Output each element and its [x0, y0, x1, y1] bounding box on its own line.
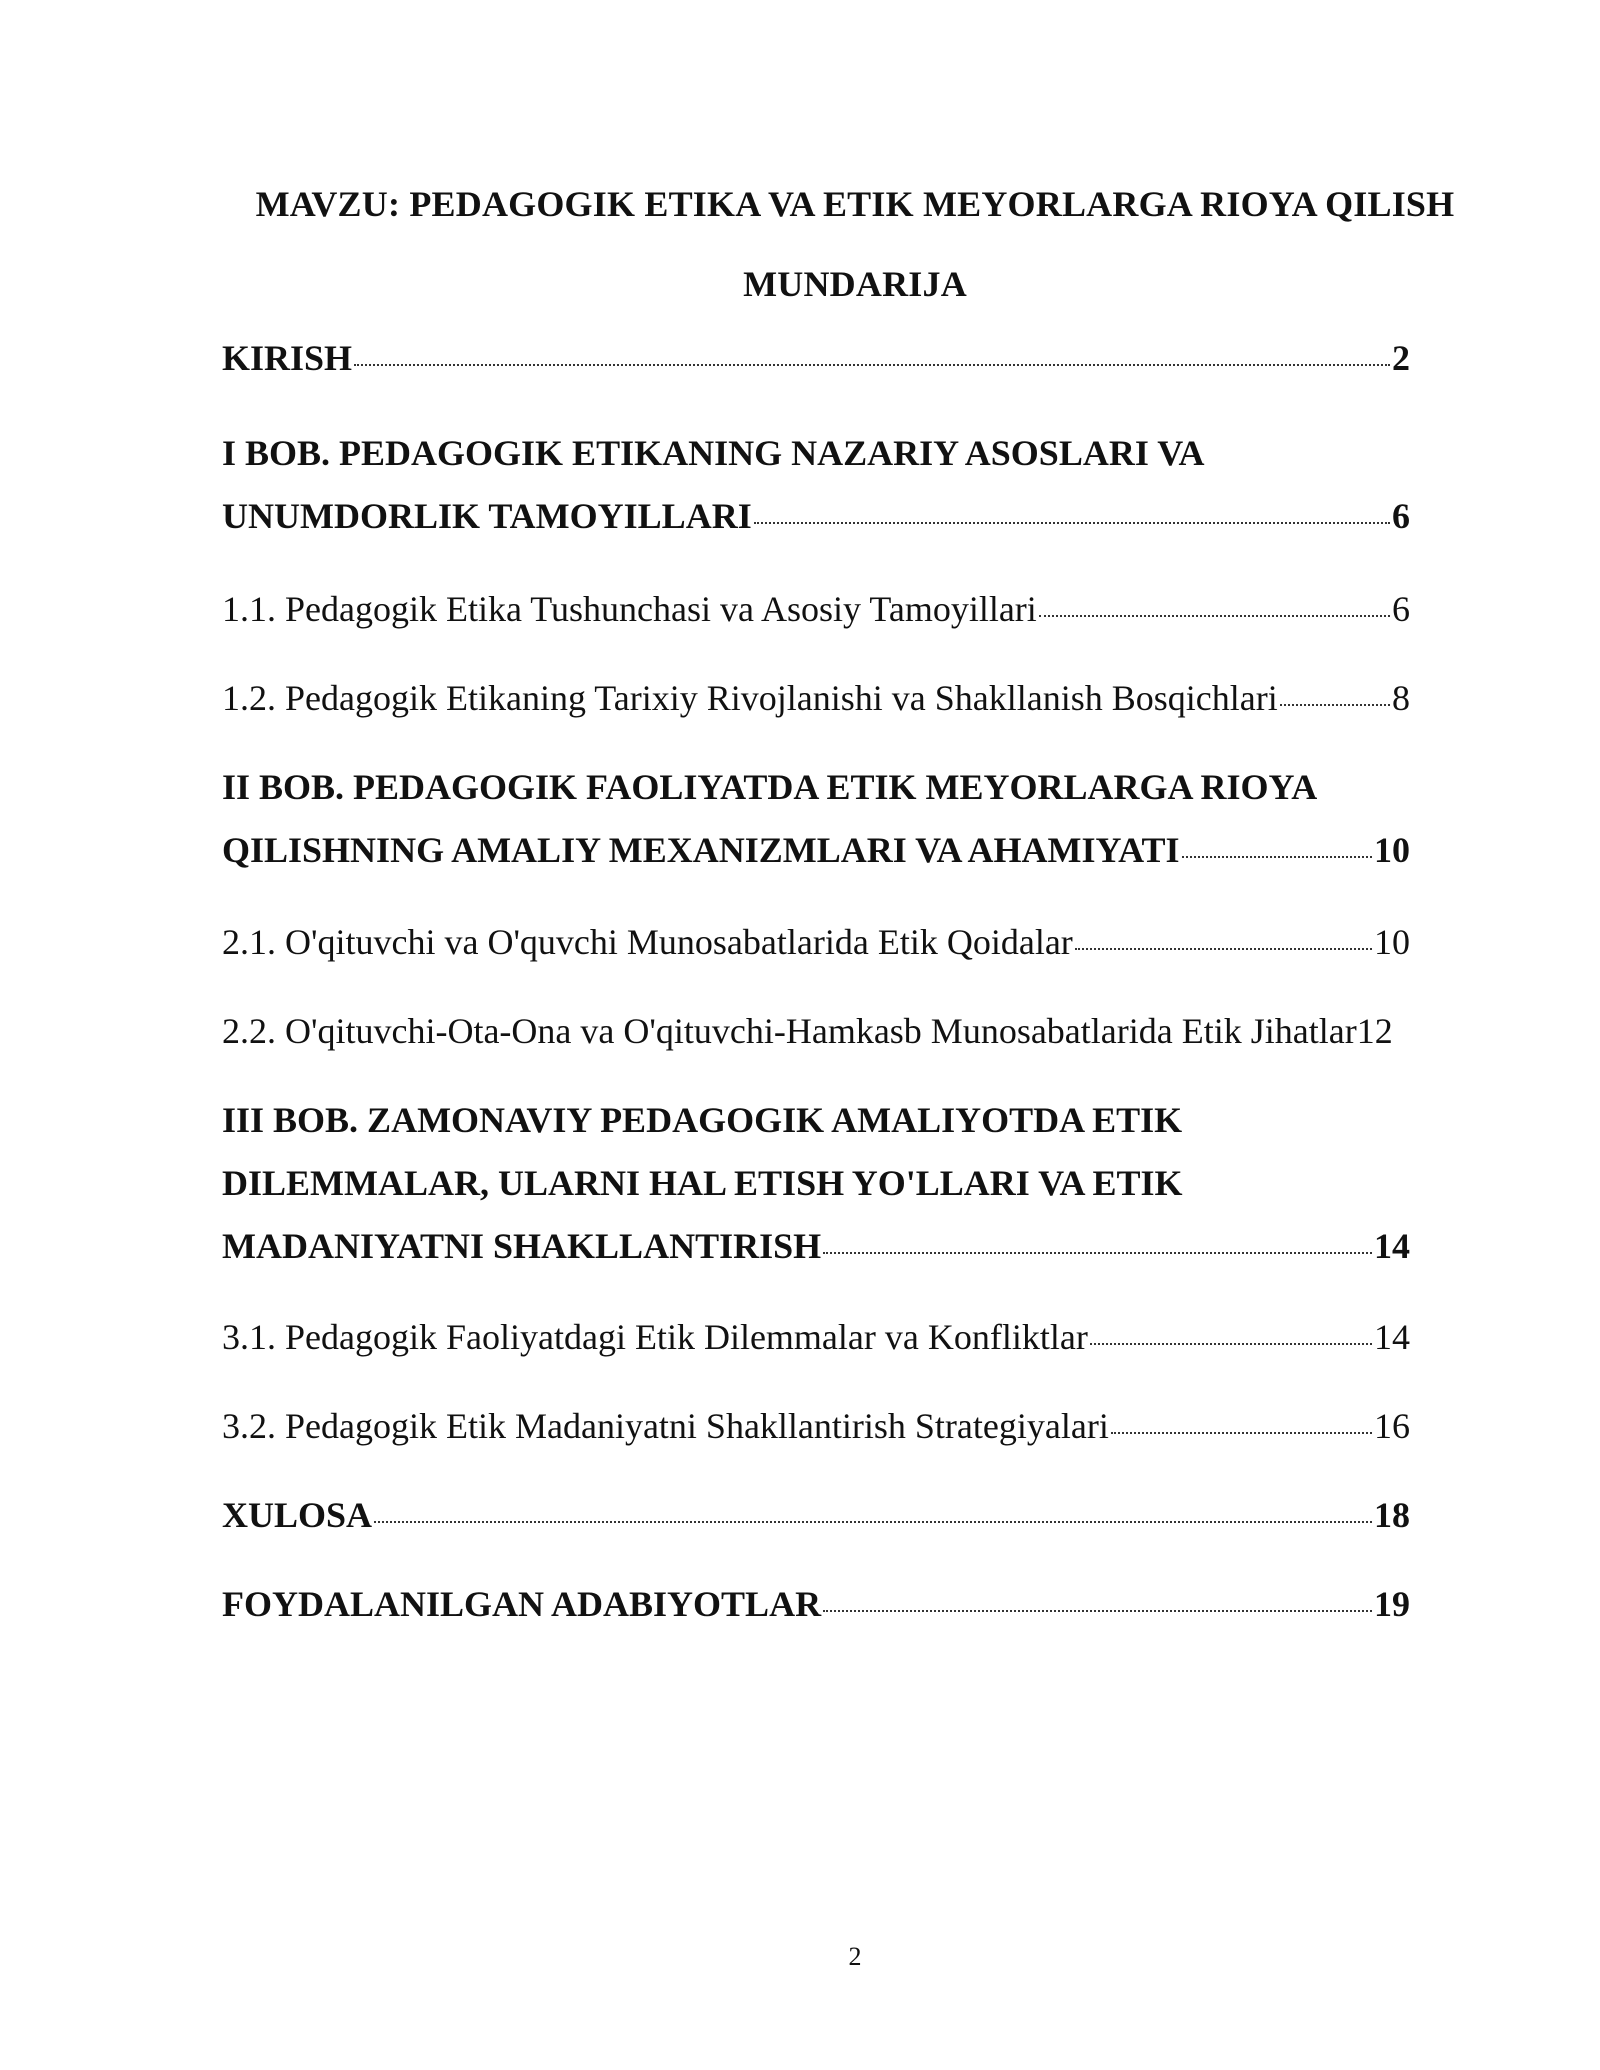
toc-entry-section-1-2[interactable]	[222, 667, 1410, 730]
toc-page-number: 12	[1356, 1011, 1393, 1051]
toc-entry-title: XULOSA	[222, 1495, 373, 1535]
toc-page-number: 10	[1374, 830, 1410, 870]
toc-page-number: 8	[1392, 678, 1410, 718]
toc-page-number: 19	[1374, 1584, 1410, 1624]
dot-leader	[1075, 948, 1372, 950]
toc-entry-title: 3.1. Pedagogik Faoliyatdagi Etik Dilemmalar va Konfliktlar	[222, 1317, 1088, 1357]
dot-leader	[754, 522, 1390, 524]
toc-page-number: 2	[1392, 338, 1410, 378]
dot-leader	[1039, 615, 1390, 617]
toc-entry-references[interactable]	[222, 1573, 1410, 1636]
toc-entry-title: 2.2. O'qituvchi-Ota-Ona va O'qituvchi-Hamkasb Munosabatlarida Etik Jihatlar	[222, 1011, 1357, 1051]
toc-entry-title-line: DILEMMALAR, ULARNI HAL ETISH YO'LLARI VA ETIK	[222, 1163, 1183, 1203]
toc-entry-title: 3.2. Pedagogik Etik Madaniyatni Shakllantirish Strategiyalari	[222, 1406, 1109, 1446]
toc-page-number: 18	[1374, 1495, 1410, 1535]
toc-page-number: 14	[1374, 1317, 1410, 1357]
toc-entry-section-3-2[interactable]	[222, 1395, 1410, 1458]
dot-leader	[374, 1521, 1372, 1523]
toc-entry-title-line: MADANIYATNI SHAKLLANTIRISH	[222, 1226, 822, 1266]
toc-entry-section-1-1[interactable]	[222, 578, 1410, 641]
toc-entry-chapter-2[interactable]	[222, 756, 1410, 882]
toc-entry-xulosa[interactable]	[222, 1484, 1410, 1547]
toc-entry-title: 1.1. Pedagogik Etika Tushunchasi va Asosiy Tamoyillari	[222, 589, 1037, 629]
dot-leader	[823, 1252, 1372, 1254]
document-title: MAVZU: PEDAGOGIK ETIKA VA ETIK MEYORLARGA RIOYA QILISH	[255, 184, 1455, 224]
toc-entry-title: 2.1. O'qituvchi va O'quvchi Munosabatlarida Etik Qoidalar	[222, 922, 1073, 962]
toc-page-number: 10	[1374, 922, 1410, 962]
toc-entry-title-line: I BOB. PEDAGOGIK ETIKANING NAZARIY ASOSLARI VA	[222, 433, 1205, 473]
toc-heading: MUNDARIJA	[743, 264, 967, 304]
toc-entry-chapter-1[interactable]	[222, 422, 1410, 548]
toc-entry-section-2-2[interactable]	[222, 1000, 1410, 1063]
toc-entry-title-line: III BOB. ZAMONAVIY PEDAGOGIK AMALIYOTDA ETIK	[222, 1100, 1183, 1140]
toc-page-number: 14	[1374, 1226, 1410, 1266]
dot-leader	[1090, 1343, 1372, 1345]
dot-leader	[1182, 856, 1373, 858]
dot-leader	[823, 1610, 1372, 1612]
toc-entry-title: KIRISH	[222, 338, 353, 378]
toc-entry-title-line: QILISHNING AMALIY MEXANIZMLARI VA AHAMIYATI	[222, 830, 1180, 870]
toc-entry-kirish[interactable]	[222, 327, 1410, 390]
toc-entry-title: FOYDALANILGAN ADABIYOTLAR	[222, 1584, 822, 1624]
toc-entry-section-2-1[interactable]	[222, 911, 1410, 974]
dot-leader	[1111, 1432, 1372, 1434]
toc-page-number: 6	[1392, 589, 1410, 629]
toc-page-number: 6	[1392, 496, 1410, 536]
toc-page-number: 16	[1374, 1406, 1410, 1446]
toc-entry-chapter-3[interactable]	[222, 1089, 1410, 1278]
dot-leader	[1280, 704, 1390, 706]
toc-entry-title: 1.2. Pedagogik Etikaning Tarixiy Rivojlanishi va Shakllanish Bosqichlari	[222, 678, 1278, 718]
toc-entry-section-3-1[interactable]	[222, 1306, 1410, 1369]
toc-entry-title-line: II BOB. PEDAGOGIK FAOLIYATDA ETIK MEYORLARGA RIOYA	[222, 767, 1318, 807]
dot-leader	[354, 364, 1390, 366]
toc-entry-title-line: UNUMDORLIK TAMOYILLARI	[222, 496, 752, 536]
page-number: 2	[848, 1942, 862, 1971]
